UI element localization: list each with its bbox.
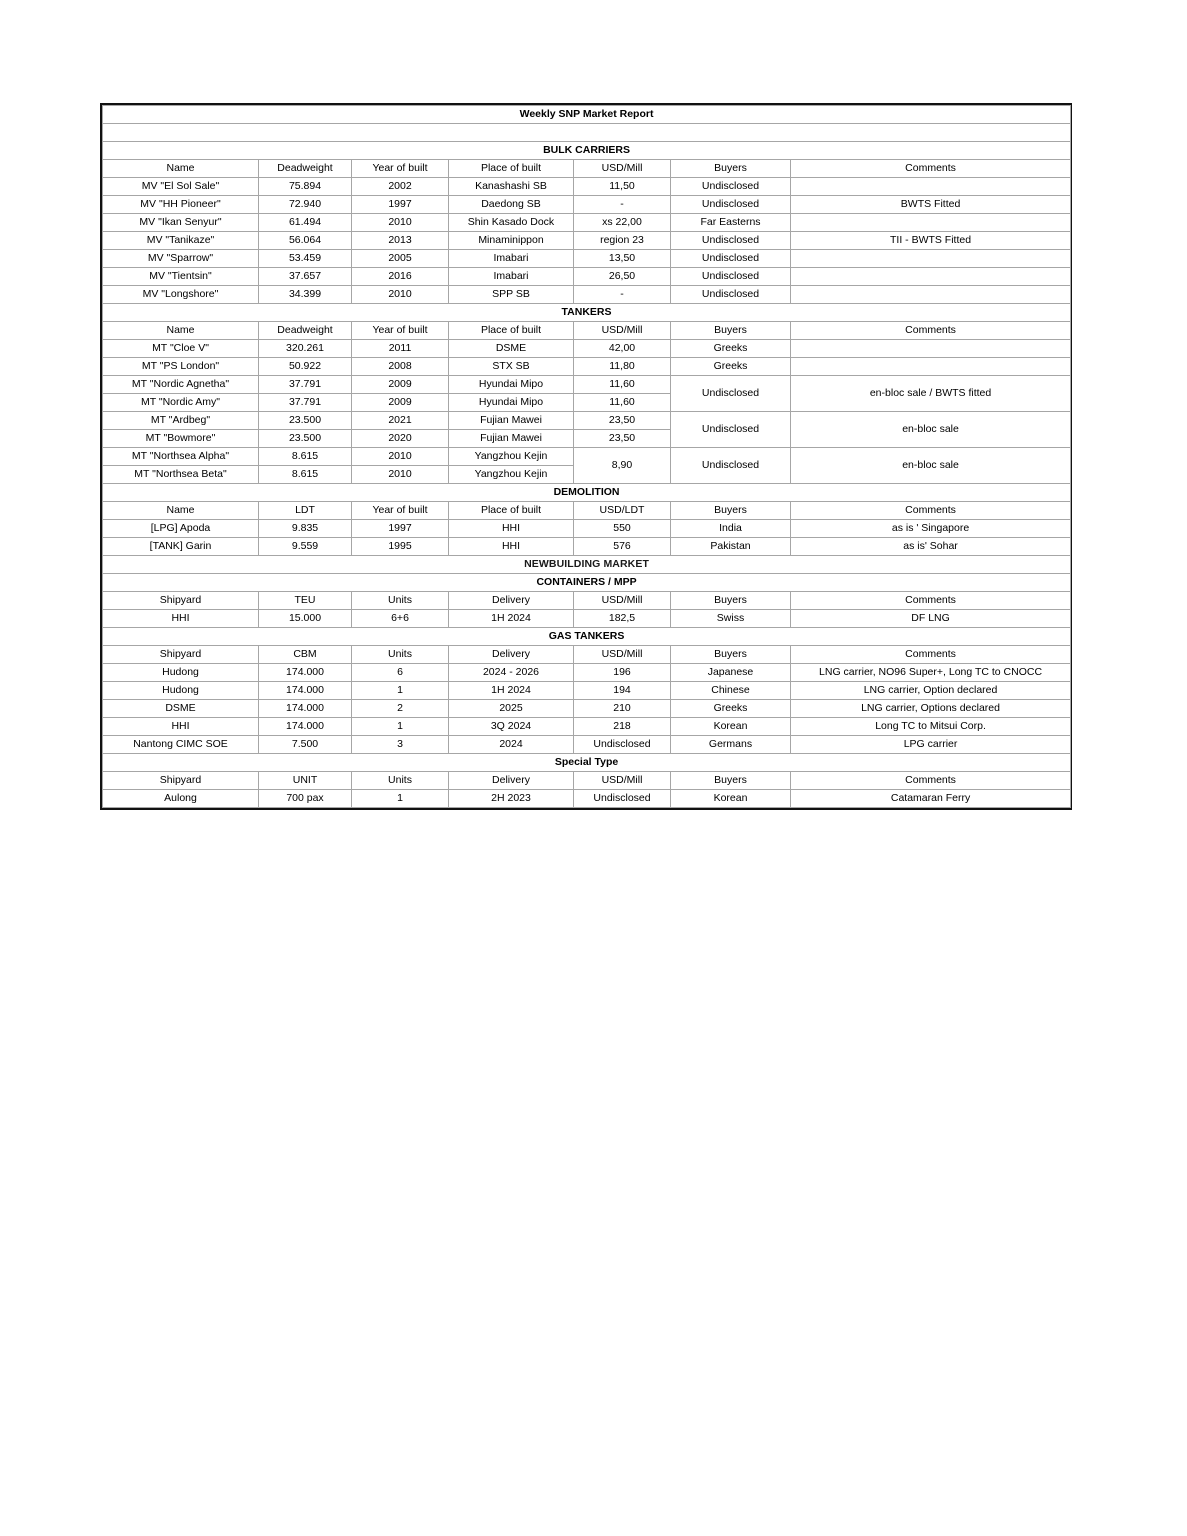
cell-name: MT "Ardbeg" xyxy=(103,412,259,430)
cell-name: MT "Cloe V" xyxy=(103,340,259,358)
cell-cbm: 174.000 xyxy=(259,682,352,700)
cell-comments: en-bloc sale / BWTS fitted xyxy=(791,376,1071,412)
column-header-delivery: Delivery xyxy=(449,592,574,610)
cell-delivery: 2025 xyxy=(449,700,574,718)
cell-buyers: Korean xyxy=(671,790,791,808)
cell-place: Imabari xyxy=(449,250,574,268)
cell-place: Minaminippon xyxy=(449,232,574,250)
table-row xyxy=(103,520,1071,538)
cell-comments: as is' Sohar xyxy=(791,538,1071,556)
demolition-band: DEMOLITION xyxy=(103,484,1071,502)
cell-name: MT "PS London" xyxy=(103,358,259,376)
cell-place: Yangzhou Kejin xyxy=(449,448,574,466)
cell-units: 2 xyxy=(352,700,449,718)
cell-usd: 194 xyxy=(574,682,671,700)
cell-usd: 13,50 xyxy=(574,250,671,268)
column-header-buyers: Buyers xyxy=(671,502,791,520)
cell-place: Hyundai Mipo xyxy=(449,376,574,394)
cell-year: 2011 xyxy=(352,340,449,358)
cell-place: SPP SB xyxy=(449,286,574,304)
cell-comments: en-bloc sale xyxy=(791,412,1071,448)
cell-place: Hyundai Mipo xyxy=(449,394,574,412)
column-header-usd-mill: USD/Mill xyxy=(574,772,671,790)
cell-place: Fujian Mawei xyxy=(449,430,574,448)
cell-buyers: Undisclosed xyxy=(671,232,791,250)
column-header-shipyard: Shipyard xyxy=(103,646,259,664)
column-header-year-of-built: Year of built xyxy=(352,502,449,520)
report-title-row xyxy=(103,106,1071,124)
column-header-units: Units xyxy=(352,646,449,664)
column-header-place-of-built: Place of built xyxy=(449,160,574,178)
column-header-row-bulk-carriers xyxy=(103,160,1071,178)
cell-comments xyxy=(791,340,1071,358)
cell-shipyard: Hudong xyxy=(103,664,259,682)
cell-delivery: 1H 2024 xyxy=(449,682,574,700)
cell-name: MV "Tientsin" xyxy=(103,268,259,286)
cell-deadweight: 37.657 xyxy=(259,268,352,286)
table-row xyxy=(103,286,1071,304)
column-header-units: Units xyxy=(352,592,449,610)
cell-delivery: 2024 xyxy=(449,736,574,754)
column-header-buyers: Buyers xyxy=(671,160,791,178)
cell-units: 6 xyxy=(352,664,449,682)
column-header-place-of-built: Place of built xyxy=(449,322,574,340)
column-header-row-special-type xyxy=(103,772,1071,790)
cell-usd: 218 xyxy=(574,718,671,736)
cell-usd: region 23 xyxy=(574,232,671,250)
table-row xyxy=(103,682,1071,700)
cell-place: HHI xyxy=(449,520,574,538)
table-row xyxy=(103,538,1071,556)
cell-usd: 8,90 xyxy=(574,448,671,484)
cell-name: MT "Northsea Alpha" xyxy=(103,448,259,466)
cell-usd: 210 xyxy=(574,700,671,718)
cell-deadweight: 37.791 xyxy=(259,394,352,412)
cell-deadweight: 8.615 xyxy=(259,466,352,484)
cell-place: DSME xyxy=(449,340,574,358)
table-row xyxy=(103,664,1071,682)
cell-deadweight: 53.459 xyxy=(259,250,352,268)
column-header-comments: Comments xyxy=(791,646,1071,664)
containers-mpp-band: CONTAINERS / MPP xyxy=(103,574,1071,592)
table-row xyxy=(103,790,1071,808)
cell-usd: 11,80 xyxy=(574,358,671,376)
cell-comments: Long TC to Mitsui Corp. xyxy=(791,718,1071,736)
column-header-cbm: CBM xyxy=(259,646,352,664)
cell-shipyard: HHI xyxy=(103,610,259,628)
cell-name: MT "Northsea Beta" xyxy=(103,466,259,484)
market-band-second-hand xyxy=(103,124,1071,142)
cell-ldt: 9.559 xyxy=(259,538,352,556)
table-row xyxy=(103,610,1071,628)
column-header-usd-mill: USD/Mill xyxy=(574,592,671,610)
column-header-shipyard: Shipyard xyxy=(103,772,259,790)
cell-usd: xs 22,00 xyxy=(574,214,671,232)
table-row xyxy=(103,718,1071,736)
cell-place: HHI xyxy=(449,538,574,556)
section-band-demolition xyxy=(103,484,1071,502)
cell-buyers: Undisclosed xyxy=(671,178,791,196)
cell-usd: - xyxy=(574,286,671,304)
cell-usd: 11,60 xyxy=(574,376,671,394)
cell-shipyard: HHI xyxy=(103,718,259,736)
column-header-usd-mill: USD/Mill xyxy=(574,160,671,178)
cell-cbm: 174.000 xyxy=(259,664,352,682)
cell-comments xyxy=(791,214,1071,232)
cell-teu: 15.000 xyxy=(259,610,352,628)
cell-units: 1 xyxy=(352,718,449,736)
cell-usd: 42,00 xyxy=(574,340,671,358)
column-header-row-tankers xyxy=(103,322,1071,340)
column-header-comments: Comments xyxy=(791,160,1071,178)
cell-shipyard: Nantong CIMC SOE xyxy=(103,736,259,754)
cell-deadweight: 34.399 xyxy=(259,286,352,304)
column-header-year-of-built: Year of built xyxy=(352,322,449,340)
cell-delivery: 1H 2024 xyxy=(449,610,574,628)
cell-name: MV "Tanikaze" xyxy=(103,232,259,250)
column-header-buyers: Buyers xyxy=(671,322,791,340)
cell-comments xyxy=(791,286,1071,304)
column-header-ldt: LDT xyxy=(259,502,352,520)
cell-comments: LPG carrier xyxy=(791,736,1071,754)
cell-year: 2010 xyxy=(352,448,449,466)
cell-usd: 182,5 xyxy=(574,610,671,628)
cell-place: Imabari xyxy=(449,268,574,286)
cell-name: MV "Sparrow" xyxy=(103,250,259,268)
table-row xyxy=(103,196,1071,214)
cell-usd: 196 xyxy=(574,664,671,682)
cell-year: 1997 xyxy=(352,520,449,538)
cell-year: 2010 xyxy=(352,466,449,484)
cell-year: 2008 xyxy=(352,358,449,376)
cell-shipyard: DSME xyxy=(103,700,259,718)
column-header-buyers: Buyers xyxy=(671,772,791,790)
cell-usd: Undisclosed xyxy=(574,790,671,808)
cell-year: 2021 xyxy=(352,412,449,430)
cell-usd: 23,50 xyxy=(574,430,671,448)
cell-shipyard: Aulong xyxy=(103,790,259,808)
cell-name: MV "El Sol Sale" xyxy=(103,178,259,196)
column-header-comments: Comments xyxy=(791,322,1071,340)
cell-place: Shin Kasado Dock xyxy=(449,214,574,232)
table-row xyxy=(103,250,1071,268)
cell-deadweight: 61.494 xyxy=(259,214,352,232)
cell-shipyard: Hudong xyxy=(103,682,259,700)
cell-buyers: Germans xyxy=(671,736,791,754)
cell-comments xyxy=(791,268,1071,286)
cell-place: STX SB xyxy=(449,358,574,376)
cell-year: 2002 xyxy=(352,178,449,196)
cell-name: MT "Nordic Agnetha" xyxy=(103,376,259,394)
market-band-newbuilding xyxy=(103,556,1071,574)
cell-year: 2009 xyxy=(352,394,449,412)
column-header-row-containers xyxy=(103,592,1071,610)
section-band-containers xyxy=(103,574,1071,592)
section-band-special-type xyxy=(103,754,1071,772)
column-header-year-of-built: Year of built xyxy=(352,160,449,178)
cell-usd: 550 xyxy=(574,520,671,538)
cell-deadweight: 8.615 xyxy=(259,448,352,466)
column-header-row-demolition xyxy=(103,502,1071,520)
cell-year: 2009 xyxy=(352,376,449,394)
cell-name: [TANK] Garin xyxy=(103,538,259,556)
cell-year: 2005 xyxy=(352,250,449,268)
cell-units: 1 xyxy=(352,682,449,700)
table-row xyxy=(103,412,1071,430)
column-header-name: Name xyxy=(103,502,259,520)
section-band-bulk-carriers xyxy=(103,142,1071,160)
column-header-unit: UNIT xyxy=(259,772,352,790)
table-row xyxy=(103,214,1071,232)
column-header-usd-mill: USD/Mill xyxy=(574,646,671,664)
column-header-buyers: Buyers xyxy=(671,646,791,664)
table-row xyxy=(103,178,1071,196)
cell-usd: Undisclosed xyxy=(574,736,671,754)
cell-units: 6+6 xyxy=(352,610,449,628)
cell-comments: LNG carrier, Option declared xyxy=(791,682,1071,700)
cell-name: MV "Ikan Senyur" xyxy=(103,214,259,232)
cell-buyers: Chinese xyxy=(671,682,791,700)
cell-comments xyxy=(791,250,1071,268)
column-header-teu: TEU xyxy=(259,592,352,610)
table-row xyxy=(103,340,1071,358)
cell-buyers: Greeks xyxy=(671,340,791,358)
column-header-usd-mill: USD/Mill xyxy=(574,322,671,340)
column-header-name: Name xyxy=(103,322,259,340)
cell-usd: 23,50 xyxy=(574,412,671,430)
cell-buyers: Pakistan xyxy=(671,538,791,556)
page-title: Weekly SNP Market Report xyxy=(103,106,1071,124)
cell-buyers: India xyxy=(671,520,791,538)
cell-comments xyxy=(791,178,1071,196)
cell-comments: LNG carrier, Options declared xyxy=(791,700,1071,718)
cell-comments xyxy=(791,358,1071,376)
section-band-gas-tankers xyxy=(103,628,1071,646)
table-row xyxy=(103,448,1071,466)
column-header-comments: Comments xyxy=(791,502,1071,520)
cell-name: MT "Nordic Amy" xyxy=(103,394,259,412)
column-header-deadweight: Deadweight xyxy=(259,322,352,340)
cell-units: 3 xyxy=(352,736,449,754)
cell-usd: 11,60 xyxy=(574,394,671,412)
cell-delivery: 2024 - 2026 xyxy=(449,664,574,682)
report-body xyxy=(103,106,1071,808)
cell-buyers: Undisclosed xyxy=(671,286,791,304)
cell-place: Daedong SB xyxy=(449,196,574,214)
cell-comments: TII - BWTS Fitted xyxy=(791,232,1071,250)
cell-place: Kanashashi SB xyxy=(449,178,574,196)
newbuilding-market-band: NEWBUILDING MARKET xyxy=(103,556,1071,574)
cell-name: [LPG] Apoda xyxy=(103,520,259,538)
column-header-usd-ldt: USD/LDT xyxy=(574,502,671,520)
table-row xyxy=(103,232,1071,250)
column-header-name: Name xyxy=(103,160,259,178)
cell-usd: 576 xyxy=(574,538,671,556)
cell-year: 1997 xyxy=(352,196,449,214)
column-header-place-of-built: Place of built xyxy=(449,502,574,520)
cell-comments: LNG carrier, NO96 Super+, Long TC to CNOCC xyxy=(791,664,1071,682)
cell-comments: DF LNG xyxy=(791,610,1071,628)
cell-delivery: 3Q 2024 xyxy=(449,718,574,736)
cell-place: Yangzhou Kejin xyxy=(449,466,574,484)
cell-usd: 11,50 xyxy=(574,178,671,196)
table-row xyxy=(103,376,1071,394)
cell-cbm: 174.000 xyxy=(259,718,352,736)
cell-buyers: Far Easterns xyxy=(671,214,791,232)
second-hand-sales-band: SECOND HAND SALES - WEEK 1 xyxy=(103,124,1071,142)
cell-comments: as is ' Singapore xyxy=(791,520,1071,538)
cell-deadweight: 320.261 xyxy=(259,340,352,358)
cell-buyers: Undisclosed xyxy=(671,448,791,484)
report-table xyxy=(102,105,1071,808)
bulk-carriers-band: BULK CARRIERS xyxy=(103,142,1071,160)
special-type-band: Special Type xyxy=(103,754,1071,772)
cell-buyers: Undisclosed xyxy=(671,250,791,268)
cell-name: MT "Bowmore" xyxy=(103,430,259,448)
cell-place: Fujian Mawei xyxy=(449,412,574,430)
cell-name: MV "Longshore" xyxy=(103,286,259,304)
cell-deadweight: 72.940 xyxy=(259,196,352,214)
cell-deadweight: 37.791 xyxy=(259,376,352,394)
cell-usd: 26,50 xyxy=(574,268,671,286)
cell-year: 2013 xyxy=(352,232,449,250)
cell-deadweight: 23.500 xyxy=(259,430,352,448)
cell-year: 2010 xyxy=(352,214,449,232)
cell-year: 2016 xyxy=(352,268,449,286)
weekly-snp-market-report-sheet xyxy=(100,103,1072,810)
cell-delivery: 2H 2023 xyxy=(449,790,574,808)
cell-comments: Catamaran Ferry xyxy=(791,790,1071,808)
section-band-tankers xyxy=(103,304,1071,322)
cell-buyers: Undisclosed xyxy=(671,196,791,214)
column-header-row-gas-tankers xyxy=(103,646,1071,664)
cell-buyers: Undisclosed xyxy=(671,268,791,286)
table-row xyxy=(103,736,1071,754)
cell-deadweight: 75.894 xyxy=(259,178,352,196)
cell-deadweight: 50.922 xyxy=(259,358,352,376)
column-header-deadweight: Deadweight xyxy=(259,160,352,178)
cell-buyers: Japanese xyxy=(671,664,791,682)
column-header-delivery: Delivery xyxy=(449,772,574,790)
cell-year: 2010 xyxy=(352,286,449,304)
cell-comments: en-bloc sale xyxy=(791,448,1071,484)
column-header-buyers: Buyers xyxy=(671,592,791,610)
cell-buyers: Swiss xyxy=(671,610,791,628)
cell-buyers: Greeks xyxy=(671,700,791,718)
column-header-delivery: Delivery xyxy=(449,646,574,664)
column-header-shipyard: Shipyard xyxy=(103,592,259,610)
cell-buyers: Korean xyxy=(671,718,791,736)
cell-name: MV "HH Pioneer" xyxy=(103,196,259,214)
cell-cbm: 174.000 xyxy=(259,700,352,718)
cell-cbm: 7.500 xyxy=(259,736,352,754)
cell-units: 1 xyxy=(352,790,449,808)
tankers-band: TANKERS xyxy=(103,304,1071,322)
column-header-comments: Comments xyxy=(791,592,1071,610)
cell-deadweight: 23.500 xyxy=(259,412,352,430)
cell-year: 1995 xyxy=(352,538,449,556)
cell-deadweight: 56.064 xyxy=(259,232,352,250)
gas-tankers-band: GAS TANKERS xyxy=(103,628,1071,646)
table-row xyxy=(103,358,1071,376)
cell-unit: 700 pax xyxy=(259,790,352,808)
table-row xyxy=(103,700,1071,718)
cell-buyers: Undisclosed xyxy=(671,376,791,412)
cell-comments: BWTS Fitted xyxy=(791,196,1071,214)
cell-usd: - xyxy=(574,196,671,214)
cell-year: 2020 xyxy=(352,430,449,448)
cell-ldt: 9.835 xyxy=(259,520,352,538)
cell-buyers: Greeks xyxy=(671,358,791,376)
cell-buyers: Undisclosed xyxy=(671,412,791,448)
column-header-comments: Comments xyxy=(791,772,1071,790)
column-header-units: Units xyxy=(352,772,449,790)
table-row xyxy=(103,268,1071,286)
